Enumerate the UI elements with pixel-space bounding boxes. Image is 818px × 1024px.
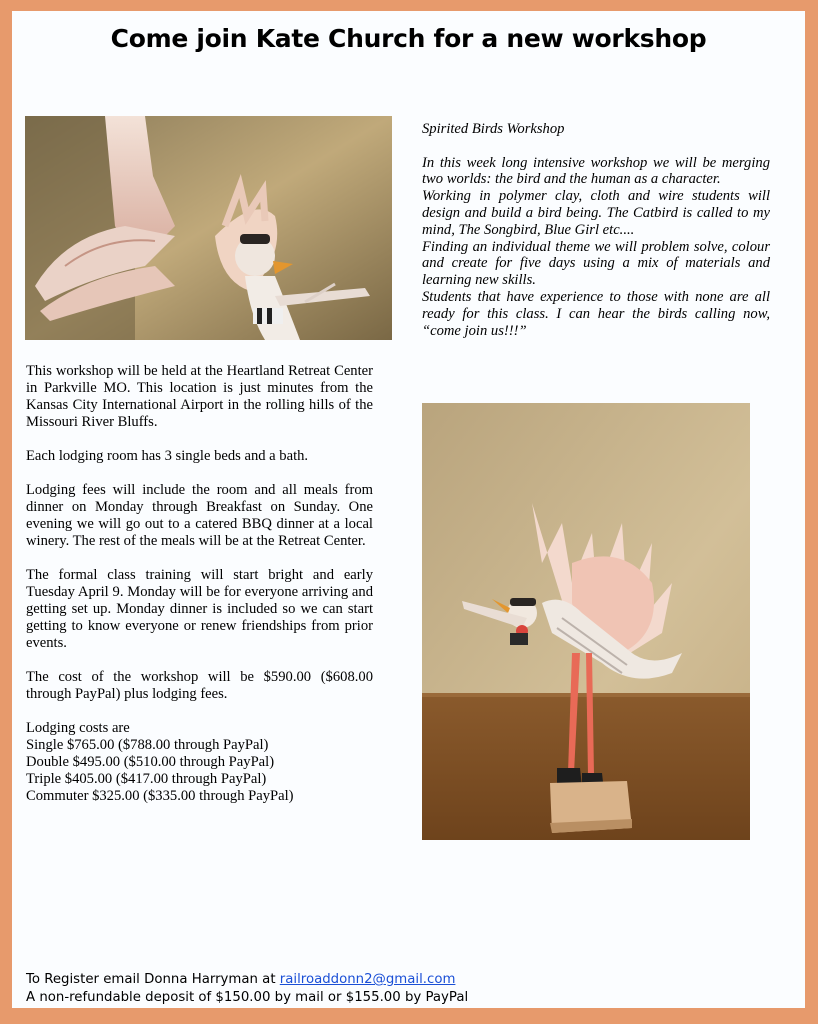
- workshop-name: Spirited Birds Workshop: [422, 121, 565, 137]
- workshop-materials: Working in polymer clay, cloth and wire students will design and build a bird being. The Catbird is called to my mind, The Songbird, Blue Girl etc....: [422, 188, 770, 238]
- cost-paragraph: The cost of the workshop will be $590.00 ($608.00 through PayPal) plus lodging fees.: [26, 669, 373, 702]
- workshop-audience: Students that have experience to those with none are all ready for this class. I can hear the birds calling now, “come join us!!!”: [422, 288, 770, 339]
- rooms-paragraph: Each lodging room has 3 single beds and a bath.: [26, 448, 309, 464]
- flyer-title: Come join Kate Church for a new workshop: [110, 24, 707, 53]
- flyer-page: [12, 11, 805, 1008]
- lodging-double: Double $495.00 ($510.00 through PayPal): [26, 754, 275, 770]
- workshop-theme: Finding an individual theme we will problem solve, colour and create for five days using a mix of materials and learning new skills.: [422, 238, 770, 289]
- workshop-description: [422, 121, 770, 339]
- register-line: [26, 971, 468, 989]
- schedule-paragraph: The formal class training will start bright and early Tuesday April 9. Monday will be for everyone arriving and getting set up. Monday dinner is included so we can start getting to know everyone or renew friendships from prior events.: [26, 567, 373, 651]
- lodging-commuter: Commuter $325.00 ($335.00 through PayPal): [26, 788, 294, 804]
- lodging-costs: [26, 720, 373, 805]
- location-paragraph: This workshop will be held at the Heartland Retreat Center in Parkville MO. This location is just minutes from the Kansas City International Airport in the rolling hills of the Missouri River Bluffs.: [26, 363, 373, 430]
- register-prefix: To Register email Donna Harryman at: [26, 972, 280, 987]
- fees-paragraph: Lodging fees will include the room and all meals from dinner on Monday through Breakfast on Sunday. One evening we will go out to a catered BBQ dinner at a local winery. The rest of the meals will be at the Retreat Center.: [26, 482, 373, 549]
- registration-footer: [26, 971, 468, 1007]
- lodging-single: Single $765.00 ($788.00 through PayPal): [26, 737, 269, 753]
- bird-sculpture-full-photo: [422, 403, 750, 840]
- bird-sculpture-closeup-photo: [25, 116, 392, 340]
- email-link[interactable]: railroaddonn2@gmail.com: [279, 972, 456, 987]
- workshop-intro: In this week long intensive workshop we will be merging two worlds: the bird and the human as a character.: [422, 154, 770, 188]
- deposit-line: A non-refundable deposit of $150.00 by mail or $155.00 by PayPal: [26, 990, 469, 1005]
- lodging-triple: Triple $405.00 ($417.00 through PayPal): [26, 771, 267, 787]
- logistics-details: [26, 363, 373, 822]
- lodging-heading: Lodging costs are: [26, 720, 130, 736]
